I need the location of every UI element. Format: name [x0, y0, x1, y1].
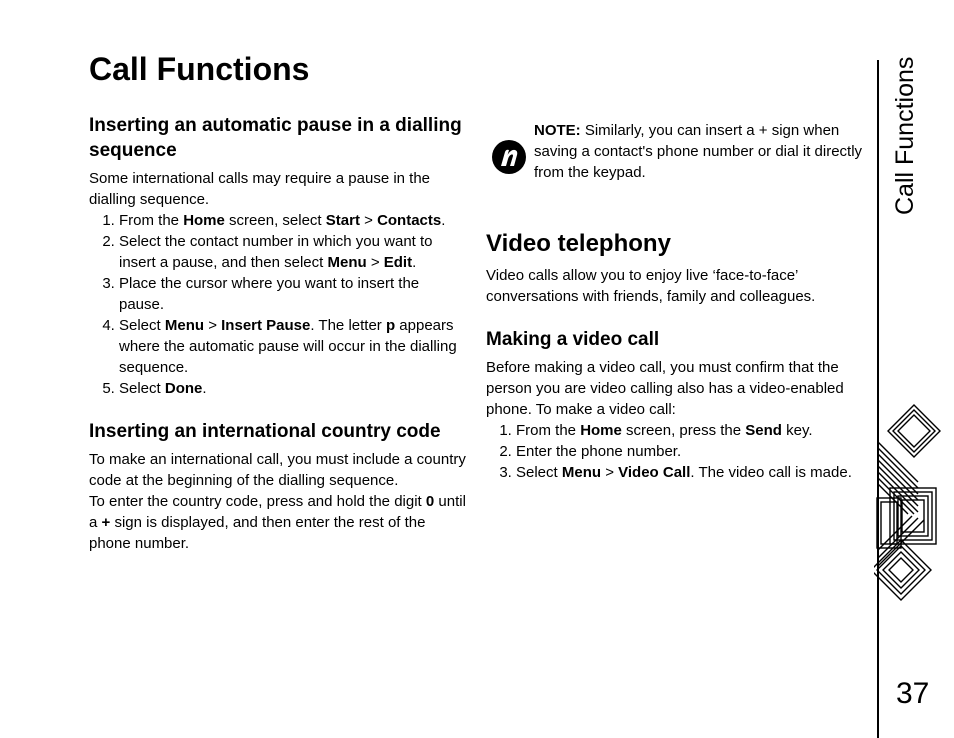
making-video-call-heading: Making a video call — [486, 329, 660, 350]
country-code-para-2: To enter the country code, press and hold the digit 0 until a + sign is displayed, and then enter the rest of the phone number. — [89, 493, 466, 552]
left-column — [89, 113, 467, 554]
country-code-para-1: To make an international call, you must include a country code at the beginning of the dialling sequence. — [89, 451, 466, 489]
diamond-pattern-icon — [874, 400, 944, 620]
video-call-steps — [486, 420, 868, 483]
pause-steps — [89, 210, 467, 399]
pause-intro: Some international calls may require a pause in the dialling sequence. — [89, 170, 431, 208]
pause-step-3: 3. Place the cursor where you want to insert the pause. — [119, 273, 467, 315]
note-text: Similarly, you can insert a + sign when saving a contact's phone number or dial it directly from the keypad. — [534, 122, 863, 181]
video-step-2: 2. Enter the phone number. — [516, 441, 868, 462]
making-video-call-intro: Before making a video call, you must confirm that the person you are video calling also has a video-enabled phone. To make a video call: — [486, 359, 844, 418]
note-label: NOTE: — [534, 122, 581, 139]
note-n-icon — [492, 140, 526, 174]
note-box — [486, 120, 868, 184]
side-section-label: Call Functions — [891, 56, 919, 215]
video-telephony-intro: Video calls allow you to enjoy live ‘face-to-face’ conversations with friends, family and colleagues. — [486, 267, 816, 305]
right-column — [486, 120, 868, 483]
country-code-heading: Inserting an international country code — [89, 421, 441, 442]
video-step-1: 1. From the Home screen, press the Send key. — [516, 420, 868, 441]
pause-step-2: 2. Select the contact number in which you want to insert a pause, and then select Menu > Edit. — [119, 231, 467, 273]
pause-step-4: 4. Select Menu > Insert Pause. The letter p appears where the automatic pause will occur in the dialling sequence. — [119, 315, 467, 378]
pause-step-1: 1. From the Home screen, select Start > Contacts. — [119, 210, 467, 231]
page-number: 37 — [896, 677, 930, 710]
pause-heading: Inserting an automatic pause in a dialling sequence — [89, 115, 462, 161]
video-telephony-heading: Video telephony — [486, 230, 671, 257]
pause-step-5: 5. Select Done. — [119, 378, 467, 399]
video-step-3: 3. Select Menu > Video Call. The video call is made. — [516, 462, 868, 483]
sidebar-rule — [877, 60, 879, 738]
page-title: Call Functions — [89, 51, 310, 87]
